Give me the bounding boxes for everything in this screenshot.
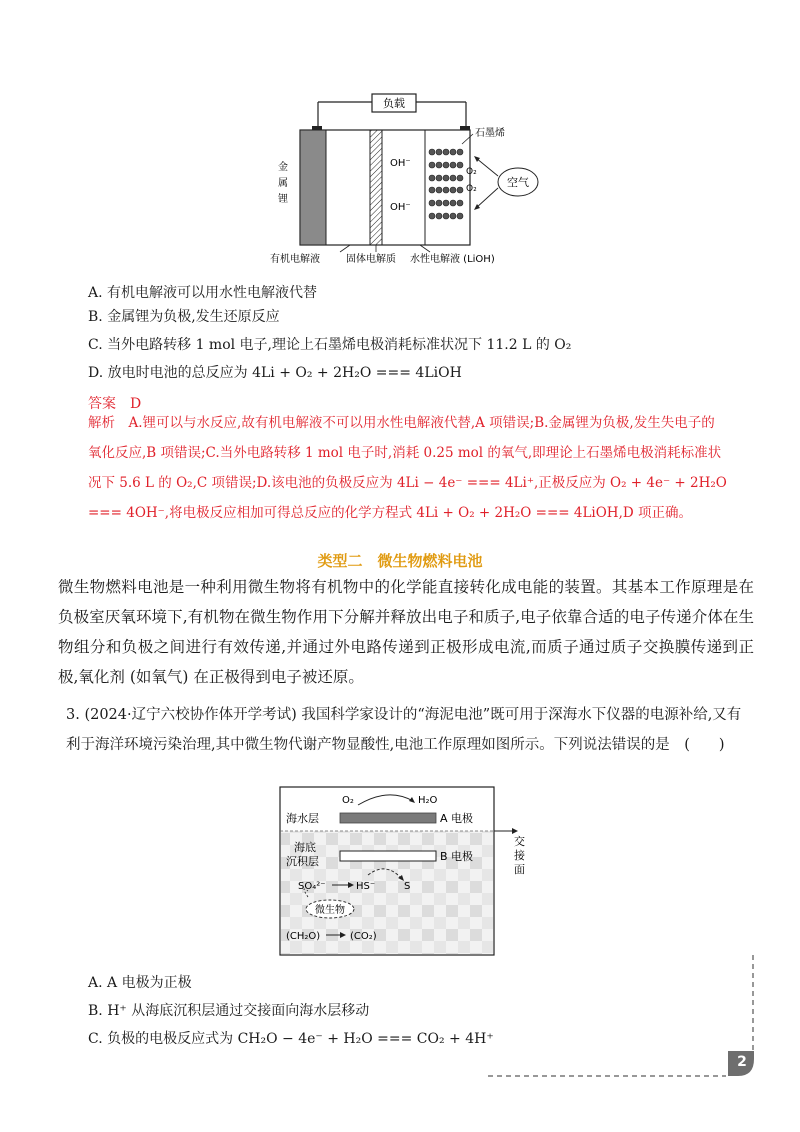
s-label: S [404, 881, 411, 892]
microbe-label: 微生物 [315, 905, 345, 916]
interface-label-3: 面 [514, 863, 525, 876]
o2-label: O₂ [342, 795, 354, 806]
page-corner-decoration [480, 955, 760, 1085]
metal-li-label-3: 锂 [278, 194, 288, 205]
sediment-label-1: 海底 [294, 841, 316, 854]
sea-mud-battery-diagram [278, 785, 538, 957]
ch2o-label: (CH₂O) [286, 931, 321, 942]
hs-label: HS⁻ [356, 881, 376, 892]
b-electrode-label: B 电极 [440, 850, 474, 863]
graphene-label: 石墨烯 [475, 128, 505, 139]
sediment-label-2: 沉积层 [286, 855, 319, 868]
aqueous-electrolyte-label: 水性电解液 (LiOH) [410, 254, 495, 265]
load-label: 负载 [383, 97, 405, 110]
intro-paragraph: 微生物燃料电池是一种利用微生物将有机物中的化学能直接转化成电能的装置。其基本工作原理是在负极室厌氧环境下,有机物在微生物作用下分解并释放出电子和质子,电子依靠合适的电子传递介体在生物组分和负极之间进行有效传递,并通过外电路传递到正极形成电流,而质子通过质子交换膜传递到正极,氧化剂 (如氧气) 在正极得到电子被还原。 [58, 578, 754, 686]
q2-option-a[interactable]: A. 有机电解液可以用水性电解液代替 [88, 285, 318, 301]
answer: 答案 D [88, 396, 142, 412]
interface-label-1: 交 [514, 835, 525, 848]
oh-label-1: OH⁻ [390, 158, 411, 169]
q3-option-c[interactable]: C. 负极的电极反应式为 CH₂O − 4e⁻ + H₂O === CO₂ + 4H⁺ [88, 1031, 494, 1047]
sea-layer-label: 海水层 [286, 812, 319, 825]
co2-label: (CO₂) [350, 931, 377, 942]
q2-option-d[interactable]: D. 放电时电池的总反应为 4Li + O₂ + 2H₂O === 4LiOH [88, 365, 462, 381]
o2-label-1: O₂ [466, 167, 477, 177]
battery-diagram [270, 90, 540, 270]
question-3: 3. (2024·辽宁六校协作体开学考试) 我国科学家设计的“海泥电池”既可用于深海水下仪器的电源补给,又有利于海洋环境污染治理,其中微生物代谢产物显酸性,电池工作原理如图所示。下列说法错误的是 ( ) [66, 707, 742, 753]
air-label: 空气 [507, 176, 529, 189]
interface-label-2: 接 [514, 849, 525, 862]
a-electrode-label: A 电极 [440, 812, 474, 825]
metal-li-label-2: 属 [278, 178, 288, 189]
solid-electrolyte-label: 固体电解质 [346, 254, 396, 265]
q3-option-b[interactable]: B. H⁺ 从海底沉积层通过交接面向海水层移动 [88, 1003, 370, 1019]
page-number: 2 [737, 1054, 747, 1070]
q2-option-b[interactable]: B. 金属锂为负极,发生还原反应 [88, 309, 280, 325]
organic-electrolyte-label: 有机电解液 [270, 254, 320, 265]
h2o-label: H₂O [418, 795, 438, 806]
q3-option-a[interactable]: A. A 电极为正极 [88, 975, 192, 991]
q2-option-c[interactable]: C. 当外电路转移 1 mol 电子,理论上石墨烯电极消耗标准状况下 11.2 L 的 O₂ [88, 337, 572, 353]
so4-label: SO₄²⁻ [298, 881, 326, 892]
o2-label-2: O₂ [466, 184, 477, 194]
section-title: 类型二 微生物燃料电池 [317, 552, 483, 570]
explanation: 解析 A.锂可以与水反应,故有机电解液不可以用水性电解液代替,A 项错误;B.金属锂为负极,发生失电子的氧化反应,B 项错误;C.当外电路转移 1 mol 电子时,消耗 0.25 mol 的氧气,即理论上石墨烯电极消耗标准状况下 5.6 L 的 O₂,C 项错误;D.该电池的负极反应为 4Li − 4e⁻ === 4Li⁺,正极反应为 O₂ + 4e⁻ + 2H₂O === 4OH⁻,将电极反应相加可得总反应的化学方程式 4Li + O₂ + 2H₂O === 4LiOH,D 项正确。 [88, 415, 727, 521]
oh-label-2: OH⁻ [390, 202, 411, 213]
metal-li-label-1: 金 [278, 162, 288, 173]
